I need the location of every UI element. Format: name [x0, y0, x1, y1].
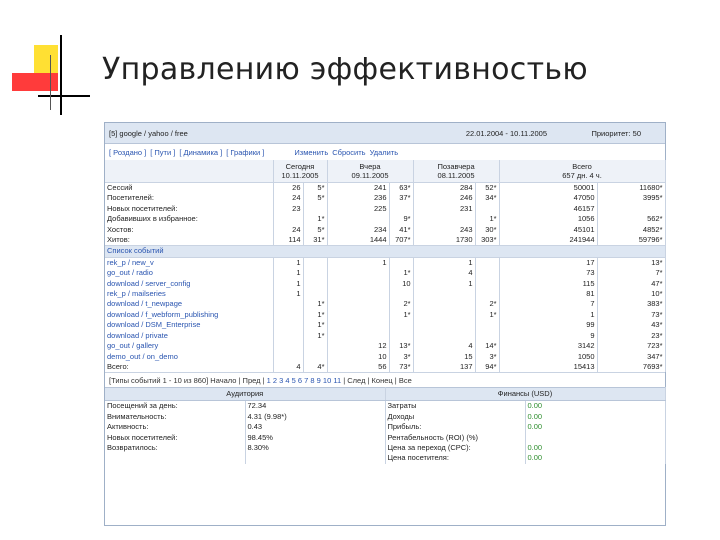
- column-title: Сегодня: [285, 162, 315, 171]
- row-value: [475, 204, 499, 214]
- row-value: 9*: [389, 214, 413, 224]
- row-value: 34*: [475, 193, 499, 203]
- row-value: 81: [499, 289, 597, 299]
- row-value: 3142: [499, 341, 597, 351]
- row-value: 5*: [303, 225, 327, 235]
- column-header-row: [105, 160, 665, 183]
- row-value: 10: [327, 352, 389, 362]
- event-row: [105, 310, 665, 320]
- column-header: [499, 160, 665, 183]
- row-value: [475, 320, 499, 330]
- link-graphs[interactable]: [ Графики ]: [226, 147, 265, 157]
- row-value: 11680*: [597, 183, 665, 194]
- row-value: 114: [273, 235, 303, 246]
- row-value: 24: [273, 193, 303, 203]
- row-value: [327, 299, 389, 309]
- summary-table: [105, 387, 666, 463]
- row-label[interactable]: download / t_newpage: [105, 299, 273, 309]
- row-value: [303, 268, 327, 278]
- row-value: [413, 310, 475, 320]
- row-value: [273, 331, 303, 341]
- column-header: [327, 160, 413, 183]
- stats-row: [105, 235, 665, 246]
- event-row: [105, 257, 665, 268]
- pager-pages[interactable]: 1 2 3 4 5 6 7 8 9 10 11: [266, 375, 342, 385]
- row-value: [475, 268, 499, 278]
- row-value: [413, 214, 475, 224]
- row-value: 1444: [327, 235, 389, 246]
- row-value: 284: [413, 183, 475, 194]
- row-value: 59796*: [597, 235, 665, 246]
- row-value: [303, 352, 327, 362]
- column-title: Всего: [572, 162, 592, 171]
- column-header: [413, 160, 499, 183]
- audience-label: Возвратилось:: [105, 443, 245, 453]
- row-value: [389, 320, 413, 330]
- summary-row: [105, 412, 665, 422]
- row-value: 243: [413, 225, 475, 235]
- slide-title: Управлению эффективностью: [102, 52, 588, 87]
- row-label: Добавивших в избранное:: [105, 214, 273, 224]
- row-value: 41*: [389, 225, 413, 235]
- row-value: 50001: [499, 183, 597, 194]
- row-label[interactable]: demo_out / on_demo: [105, 352, 273, 362]
- row-value: 13*: [597, 257, 665, 268]
- summary-row: [105, 401, 665, 412]
- row-value: 383*: [597, 299, 665, 309]
- row-value: [273, 299, 303, 309]
- row-value: 3*: [389, 352, 413, 362]
- row-label[interactable]: rek_p / new_v: [105, 257, 273, 268]
- row-value: [327, 289, 389, 299]
- row-value: 24: [273, 225, 303, 235]
- finance-label: Цена посетителя:: [385, 453, 525, 463]
- row-label: Всего:: [105, 362, 273, 372]
- row-value: 4*: [303, 362, 327, 372]
- row-value: 52*: [475, 183, 499, 194]
- row-value: [327, 320, 389, 330]
- row-value: 73*: [597, 310, 665, 320]
- header-priority: Приоритет: 50: [591, 128, 641, 138]
- row-label[interactable]: rek_p / mailseries: [105, 289, 273, 299]
- action-links: [105, 144, 665, 160]
- row-value: 137: [413, 362, 475, 372]
- row-value: 1*: [303, 320, 327, 330]
- row-value: [389, 257, 413, 268]
- row-value: 5*: [303, 193, 327, 203]
- audience-label: Посещений за день:: [105, 401, 245, 412]
- events-section-header: [105, 246, 665, 257]
- finance-label: Рентабельность (ROI) (%): [385, 433, 525, 443]
- row-value: 23: [273, 204, 303, 214]
- row-value: [327, 214, 389, 224]
- finance-value: 0.00: [525, 401, 665, 412]
- row-value: 63*: [389, 183, 413, 194]
- row-value: [389, 331, 413, 341]
- audience-value: 0.43: [245, 422, 385, 432]
- event-row: [105, 331, 665, 341]
- summary-row: [105, 453, 665, 463]
- empty-cell: [245, 453, 385, 463]
- row-value: 1730: [413, 235, 475, 246]
- row-value: 45101: [499, 225, 597, 235]
- pagination: [105, 372, 665, 387]
- header-path[interactable]: [5] google / yahoo / free: [109, 128, 188, 138]
- link-edit[interactable]: Изменить: [294, 147, 329, 157]
- audience-label: Новых посетителей:: [105, 433, 245, 443]
- row-label[interactable]: download / server_config: [105, 279, 273, 289]
- row-value: 4: [413, 341, 475, 351]
- row-value: 236: [327, 193, 389, 203]
- row-value: [303, 279, 327, 289]
- row-value: [327, 279, 389, 289]
- event-row: [105, 341, 665, 351]
- row-value: 7: [499, 299, 597, 309]
- row-value: 7693*: [597, 362, 665, 372]
- row-value: [413, 331, 475, 341]
- audience-title: Аудитория: [105, 388, 385, 401]
- row-label: Новых посетителей:: [105, 204, 273, 214]
- event-row: [105, 279, 665, 289]
- row-value: [475, 289, 499, 299]
- row-value: 707*: [389, 235, 413, 246]
- row-value: 46157: [499, 204, 597, 214]
- row-value: 1*: [475, 310, 499, 320]
- row-value: [303, 289, 327, 299]
- row-value: [273, 341, 303, 351]
- audience-value: 72.34: [245, 401, 385, 412]
- row-value: 37*: [389, 193, 413, 203]
- row-value: 241944: [499, 235, 597, 246]
- column-header: [273, 160, 327, 183]
- row-value: [389, 289, 413, 299]
- pager-suffix[interactable]: | След | Конец | Все: [343, 375, 412, 385]
- empty-cell: [105, 453, 245, 463]
- row-value: 1: [273, 279, 303, 289]
- stats-row: [105, 225, 665, 235]
- row-label[interactable]: download / f_webform_publishing: [105, 310, 273, 320]
- row-value: 1056: [499, 214, 597, 224]
- link-reset[interactable]: Сбросить: [332, 147, 366, 157]
- row-value: [475, 331, 499, 341]
- row-value: 13*: [389, 341, 413, 351]
- row-value: [327, 331, 389, 341]
- row-value: 30*: [475, 225, 499, 235]
- row-value: 1: [413, 257, 475, 268]
- row-label[interactable]: download / private: [105, 331, 273, 341]
- events-total-row: [105, 362, 665, 372]
- link-dynamics[interactable]: [ Динамика ]: [179, 147, 223, 157]
- header-blank: [105, 160, 273, 183]
- row-value: 1*: [475, 214, 499, 224]
- row-value: 4852*: [597, 225, 665, 235]
- row-value: [413, 299, 475, 309]
- summary-row: [105, 433, 665, 443]
- row-value: 1: [273, 289, 303, 299]
- row-value: [389, 204, 413, 214]
- row-value: 47*: [597, 279, 665, 289]
- audience-label: Активность:: [105, 422, 245, 432]
- row-value: 241: [327, 183, 389, 194]
- header-dates: 22.01.2004 - 10.11.2005: [465, 128, 547, 138]
- row-value: 1*: [389, 310, 413, 320]
- row-label: Хостов:: [105, 225, 273, 235]
- row-value: 234: [327, 225, 389, 235]
- finance-value: [525, 433, 665, 443]
- row-value: 1*: [303, 310, 327, 320]
- row-label[interactable]: download / DSM_Enterprise: [105, 320, 273, 330]
- row-value: 26: [273, 183, 303, 194]
- row-value: 562*: [597, 214, 665, 224]
- row-value: [273, 214, 303, 224]
- row-value: [273, 310, 303, 320]
- finance-value: 0.00: [525, 422, 665, 432]
- audience-label: Внимательность:: [105, 412, 245, 422]
- row-value: 73: [499, 268, 597, 278]
- event-row: [105, 268, 665, 278]
- column-date: 09.11.2005: [351, 171, 389, 180]
- stats-row: [105, 183, 665, 194]
- row-value: 3*: [475, 352, 499, 362]
- audience-value: 8.30%: [245, 443, 385, 453]
- row-value: 94*: [475, 362, 499, 372]
- row-value: [327, 268, 389, 278]
- event-row: [105, 352, 665, 362]
- column-date: 08.11.2005: [437, 171, 475, 180]
- row-value: 1*: [389, 268, 413, 278]
- finance-label: Затраты: [385, 401, 525, 412]
- row-label: Посетителей:: [105, 193, 273, 203]
- stats-row: [105, 193, 665, 203]
- row-value: 225: [327, 204, 389, 214]
- row-value: 347*: [597, 352, 665, 362]
- summary-row: [105, 443, 665, 453]
- column-date: 657 дн. 4 ч.: [562, 171, 602, 180]
- panel-header: [105, 123, 665, 144]
- row-value: 303*: [475, 235, 499, 246]
- row-value: 1*: [303, 331, 327, 341]
- row-value: 1050: [499, 352, 597, 362]
- row-value: 14*: [475, 341, 499, 351]
- link-delete[interactable]: Удалить: [369, 147, 399, 157]
- row-value: 1*: [303, 299, 327, 309]
- summary-row: [105, 422, 665, 432]
- stats-row: [105, 214, 665, 224]
- row-label: Сессий: [105, 183, 273, 194]
- row-value: [327, 310, 389, 320]
- row-value: 1*: [303, 214, 327, 224]
- row-value: 1: [499, 310, 597, 320]
- row-label: Хитов:: [105, 235, 273, 246]
- row-value: 15: [413, 352, 475, 362]
- row-value: 15413: [499, 362, 597, 372]
- row-value: [413, 320, 475, 330]
- stats-row: [105, 204, 665, 214]
- row-value: [597, 204, 665, 214]
- row-value: 1: [273, 268, 303, 278]
- finance-value: 0.00: [525, 412, 665, 422]
- row-value: 246: [413, 193, 475, 203]
- row-value: 10*: [597, 289, 665, 299]
- row-value: 99: [499, 320, 597, 330]
- row-label[interactable]: go_out / radio: [105, 268, 273, 278]
- row-value: 2*: [389, 299, 413, 309]
- finance-label: Доходы: [385, 412, 525, 422]
- finance-title: Финансы (USD): [385, 388, 665, 401]
- event-row: [105, 299, 665, 309]
- row-value: [303, 204, 327, 214]
- row-value: 12: [327, 341, 389, 351]
- finance-label: Прибыль:: [385, 422, 525, 432]
- link-distributed[interactable]: [ Роздано ]: [109, 147, 147, 157]
- row-label[interactable]: go_out / gallery: [105, 341, 273, 351]
- row-value: [413, 289, 475, 299]
- finance-label: Цена за переход (CPC):: [385, 443, 525, 453]
- row-value: [303, 341, 327, 351]
- finance-value: 0.00: [525, 443, 665, 453]
- events-title[interactable]: Список событий: [105, 246, 665, 257]
- row-value: 56: [327, 362, 389, 372]
- row-value: 7*: [597, 268, 665, 278]
- row-value: 5*: [303, 183, 327, 194]
- row-value: 43*: [597, 320, 665, 330]
- row-value: 723*: [597, 341, 665, 351]
- row-value: 3995*: [597, 193, 665, 203]
- event-row: [105, 289, 665, 299]
- row-value: [475, 257, 499, 268]
- row-value: 9: [499, 331, 597, 341]
- row-value: 4: [413, 268, 475, 278]
- row-value: 73*: [389, 362, 413, 372]
- column-title: Позавчера: [437, 162, 475, 171]
- row-value: [273, 320, 303, 330]
- column-title: Вчера: [359, 162, 381, 171]
- row-value: 1: [273, 257, 303, 268]
- stats-panel: [104, 122, 666, 526]
- row-value: 231: [413, 204, 475, 214]
- pager-prefix[interactable]: [Типы событий 1 - 10 из 860] Начало | Пред |: [109, 375, 265, 385]
- column-date: 10.11.2005: [281, 171, 319, 180]
- row-value: 10: [389, 279, 413, 289]
- finance-value: 0.00: [525, 453, 665, 463]
- row-value: [303, 257, 327, 268]
- audience-value: 98.45%: [245, 433, 385, 443]
- event-row: [105, 320, 665, 330]
- row-value: 115: [499, 279, 597, 289]
- row-value: 2*: [475, 299, 499, 309]
- link-paths[interactable]: [ Пути ]: [150, 147, 176, 157]
- row-value: 31*: [303, 235, 327, 246]
- row-value: 1: [327, 257, 389, 268]
- audience-value: 4.31 (9.98*): [245, 412, 385, 422]
- stats-table: [105, 160, 666, 372]
- row-value: 17: [499, 257, 597, 268]
- row-value: 47050: [499, 193, 597, 203]
- row-value: 23*: [597, 331, 665, 341]
- summary-header-row: [105, 388, 665, 401]
- row-value: 1: [413, 279, 475, 289]
- row-value: [273, 352, 303, 362]
- row-value: [475, 279, 499, 289]
- row-value: 4: [273, 362, 303, 372]
